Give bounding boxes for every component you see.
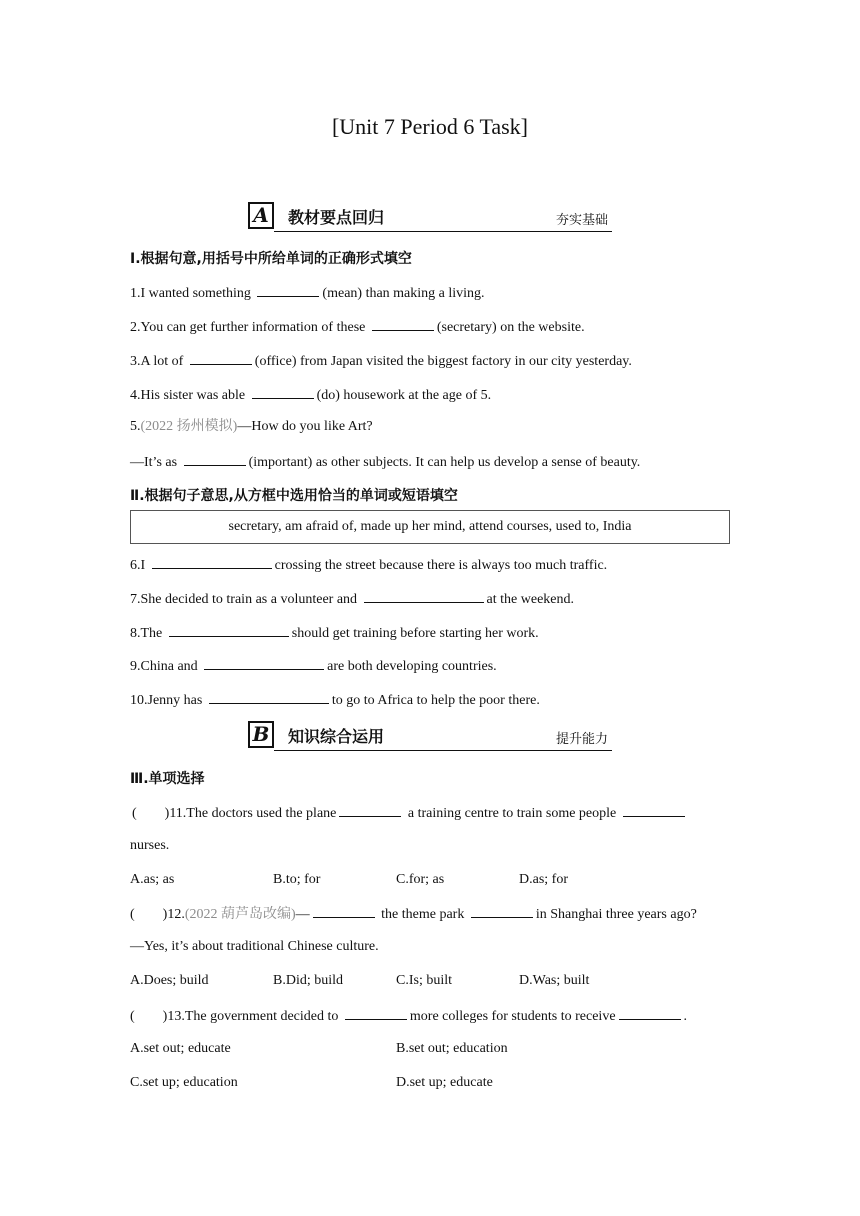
q12-blank-2[interactable] (471, 904, 533, 918)
section-3-heading: Ⅲ.单项选择 (130, 771, 205, 787)
q5b-text-post: (important) as other subjects. It can help us develop a sense of beauty. (248, 455, 641, 470)
q13-answer-paren[interactable]: ( ) (130, 1009, 168, 1024)
q9-text-post: are both developing countries. (327, 659, 497, 674)
q11-option-a[interactable]: A.as; as (130, 872, 175, 887)
q1-blank[interactable] (257, 283, 319, 297)
banner-a-subtitle: 夯实基础 (555, 213, 608, 228)
banner-letter-a: A (248, 202, 274, 229)
q9-text-pre: 9.China and (130, 659, 198, 674)
q12-option-a[interactable]: A.Does; build (130, 973, 209, 988)
q2-text-post: (secretary) on the website. (436, 320, 585, 335)
q13-options-row-2 (0, 1074, 860, 1092)
q6-blank[interactable] (152, 555, 272, 569)
page-title: [Unit 7 Period 6 Task] (331, 114, 529, 139)
q10-text-pre: 10.Jenny has (130, 693, 203, 708)
q11-continuation: nurses. (130, 838, 170, 853)
q5-number: 5. (130, 419, 141, 434)
q6-text-pre: 6.I (130, 558, 146, 573)
q13-text-pre: 13.The government decided to (167, 1009, 339, 1024)
question-1 (130, 283, 485, 303)
q7-blank[interactable] (364, 589, 484, 603)
q12-text-post: in Shanghai three years ago? (535, 907, 697, 922)
banner-a-rule (274, 231, 612, 232)
q11-text-pre: 11.The doctors used the plane (169, 806, 337, 821)
question-11 (132, 803, 688, 823)
banner-b-subtitle: 提升能力 (555, 732, 608, 747)
section-banner-a (248, 202, 612, 232)
q3-blank[interactable] (190, 351, 252, 365)
question-8 (130, 623, 539, 643)
q5-source: (2022 扬州模拟) (140, 419, 238, 434)
question-4 (130, 385, 491, 405)
q13-blank-2[interactable] (619, 1006, 681, 1020)
question-9 (130, 656, 497, 676)
section-2-heading: Ⅱ.根据句子意思,从方框中选用恰当的单词或短语填空 (130, 488, 458, 504)
question-3 (130, 351, 632, 371)
question-13 (130, 1006, 687, 1026)
section-1-heading: Ⅰ.根据句意,用括号中所给单词的正确形式填空 (130, 251, 412, 267)
q8-text-post: should get training before starting her work. (291, 626, 539, 641)
q12-number: 12. (167, 907, 185, 922)
q2-text-pre: 2.You can get further information of these (130, 320, 366, 335)
q13-blank-1[interactable] (345, 1006, 407, 1020)
q6-text-post: crossing the street because there is always too much traffic. (274, 558, 608, 573)
banner-b-title: 知识综合运用 (288, 727, 385, 746)
section-banner-b (248, 721, 612, 751)
q12-text-mid: the theme park (381, 907, 465, 922)
q7-text-pre: 7.She decided to train as a volunteer and (130, 592, 358, 607)
q11-blank-2[interactable] (623, 803, 685, 817)
q13-option-a[interactable]: A.set out; educate (130, 1041, 231, 1056)
q12-options (0, 972, 860, 990)
question-5-reply (130, 452, 640, 472)
q13-option-d[interactable]: D.set up; educate (396, 1075, 493, 1090)
q8-blank[interactable] (169, 623, 289, 637)
q13-text-mid: more colleges for students to receive (409, 1009, 616, 1024)
q12-answer-line: —Yes, it’s about traditional Chinese culture. (130, 939, 379, 954)
q4-blank[interactable] (252, 385, 314, 399)
question-5 (130, 418, 373, 436)
q1-text-post: (mean) than making a living. (322, 286, 485, 301)
q12-option-d[interactable]: D.Was; built (519, 973, 590, 988)
question-12 (130, 904, 697, 924)
q11-text-mid: a training centre to train some people (407, 806, 617, 821)
q4-text-post: (do) housework at the age of 5. (316, 388, 492, 403)
q13-option-c[interactable]: C.set up; education (130, 1075, 238, 1090)
q11-blank-1[interactable] (339, 803, 401, 817)
q13-text-post: . (683, 1009, 688, 1024)
q12-option-b[interactable]: B.Did; build (273, 973, 344, 988)
banner-a-title: 教材要点回归 (288, 208, 385, 227)
q12-source: (2022 葫芦岛改编) (184, 907, 296, 922)
q9-blank[interactable] (204, 656, 324, 670)
q5-blank[interactable] (184, 452, 246, 466)
q11-option-d[interactable]: D.as; for (519, 872, 568, 887)
question-6 (130, 555, 607, 575)
q7-text-post: at the weekend. (486, 592, 575, 607)
q8-text-pre: 8.The (130, 626, 163, 641)
q4-text-pre: 4.His sister was able (130, 388, 246, 403)
q11-options (0, 871, 860, 889)
banner-b-rule (274, 750, 612, 751)
q12-option-c[interactable]: C.Is; built (396, 973, 453, 988)
q3-text-pre: 3.A lot of (130, 354, 184, 369)
q13-option-b[interactable]: B.set out; education (396, 1041, 508, 1056)
word-box: secretary, am afraid of, made up her mind, attend courses, used to, India (130, 510, 730, 544)
q12-answer-paren[interactable]: ( ) (130, 907, 168, 922)
q5b-text-pre: —It’s as (130, 455, 178, 470)
question-10 (130, 690, 540, 710)
q2-blank[interactable] (372, 317, 434, 331)
q12-text-pre: — (295, 907, 310, 922)
q10-text-post: to go to Africa to help the poor there. (331, 693, 540, 708)
q11-option-b[interactable]: B.to; for (273, 872, 321, 887)
q10-blank[interactable] (209, 690, 329, 704)
q12-blank-1[interactable] (313, 904, 375, 918)
q13-options-row-1 (0, 1040, 860, 1058)
q11-option-c[interactable]: C.for; as (396, 872, 445, 887)
q5-text: —How do you like Art? (237, 419, 373, 434)
question-7 (130, 589, 574, 609)
question-2 (130, 317, 585, 337)
banner-letter-b: B (248, 721, 274, 748)
q1-text-pre: 1.I wanted something (130, 286, 251, 301)
q3-text-post: (office) from Japan visited the biggest factory in our city yesterday. (254, 354, 632, 369)
q11-answer-paren[interactable]: ( ) (132, 806, 170, 821)
